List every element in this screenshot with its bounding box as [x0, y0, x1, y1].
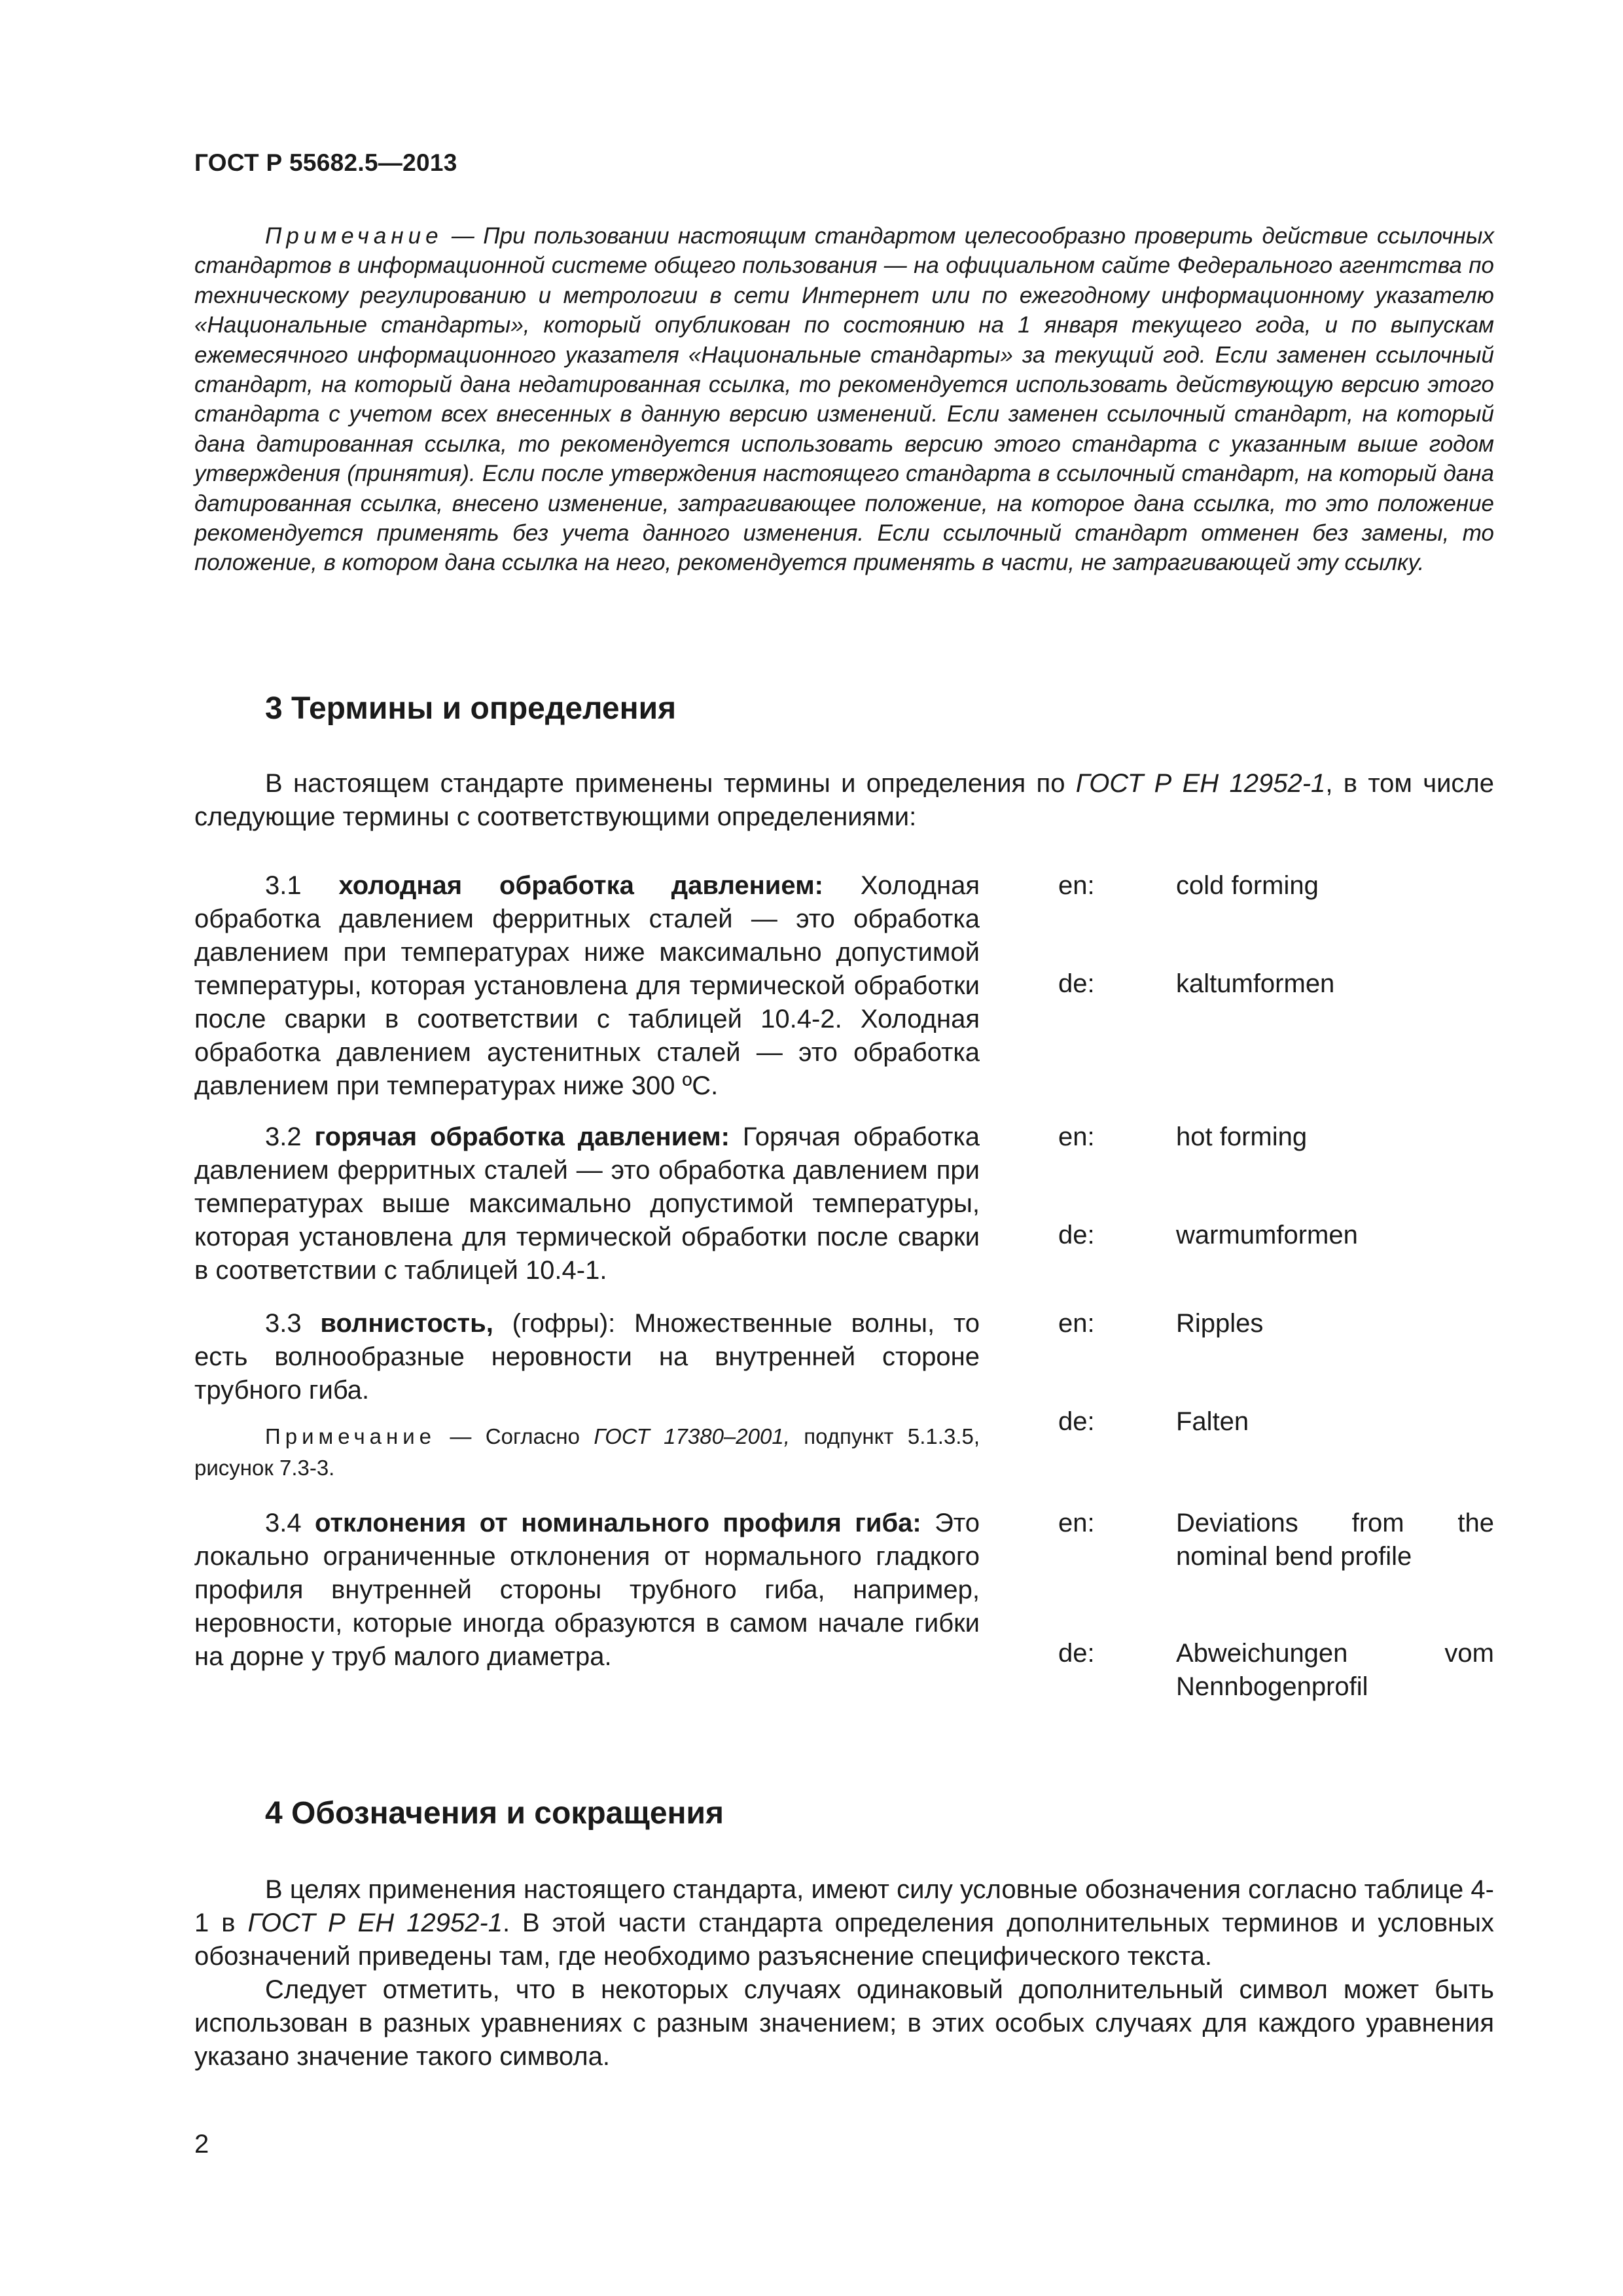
term-3-1-en-label: en: — [1058, 871, 1095, 900]
term-3-3-name: волнистость, — [320, 1309, 493, 1338]
section-4-heading: 4 Обозначения и сокращения — [265, 1796, 724, 1831]
term-3-1-en: cold forming — [1176, 871, 1319, 900]
note-text: — При пользовании настоящим стандартом целесообразно проверить действие ссылочных стандартов в информационной системе общего пользования — на официальном сайте Федерального агентства по техническому регулированию и метрологии в сети Интернет или по ежегодному информационному указателю «Национальные стандарты», который опубликован по состоянию на 1 января текущего года, и по выпускам ежемесячного информационного указателя «Национальные стандарты» за текущий год. Если заменен ссылочный стандарт, на который дана недатированная ссылка, то рекомендуется использовать действующую версию этого стандарта с учетом всех внесенных в данную версию изменений. Если заменен ссылочный стандарт, на который дана датированная ссылка, то рекомендуется использовать версию этого стандарта с указанным выше годом утверждения (принятия). Если после утверждения настоящего стандарта в ссылочный стандарт, на который дана датированная ссылка, внесено изменение, затрагивающее положение, на которое дана ссылка, то это положение рекомендуется применять без учета данного изменения. Если ссылочный стандарт отменен без замены, то положение, в котором дана ссылка на него, рекомендуется применять в части, не затрагивающей эту ссылку. — [194, 223, 1494, 576]
term-3-2-en-label: en: — [1058, 1122, 1095, 1151]
term-3-2-en: hot forming — [1176, 1122, 1308, 1151]
section-3-intro: В настоящем стандарте применены термины и определения по ГОСТ Р ЕН 12952-1, в том числе следующие термины с соответствующими определениями: — [194, 769, 1495, 831]
term-3-2-name: горячая обработка давлением: — [314, 1122, 730, 1151]
term-3-3-de-label: de: — [1058, 1407, 1095, 1436]
term-3-1-de: kaltumformen — [1176, 969, 1335, 998]
term-3-4-definition: 3.4 отклонения от номинального профиля гиба: Это локально ограниченные отклонения от нормального гладкого профиля внутренней стороны трубного гиба, например, неровности, которые иногда образуются в самом начале гибки на дорне у труб малого диаметра. — [194, 1509, 980, 1671]
page-number: 2 — [194, 2130, 209, 2159]
standard-reference: ГОСТ Р ЕН 12952-1 — [1075, 769, 1326, 798]
term-3-1-definition: 3.1 холодная обработка давлением: Холодная обработка давлением ферритных сталей — это обработка давлением при температурах ниже максимально допустимой температуры, которая установлена для термической обработки после сварки в соответствии с таблицей 10.4-2. Холодная обработка давлением аустенитных сталей — это обработка давлением при температурах ниже 300 ºС. — [194, 871, 980, 1100]
term-3-4-en: Deviations from the nominal bend profile — [1176, 1509, 1494, 1571]
section-4-paragraph-1: В целях применения настоящего стандарта, имеют силу условные обозначения согласно таблице 4-1 в ГОСТ Р ЕН 12952-1. В этой части стандарта определения дополнительных терминов и условных обозначений приведены там, где необходимо разъяснение специфического текста. — [194, 1875, 1494, 1971]
term-3-4-de-label: de: — [1058, 1639, 1095, 1668]
term-3-3-note: Примечание — Согласно ГОСТ 17380–2001, подпункт 5.1.3.5, рисунок 7.3-3. — [194, 1424, 980, 1480]
term-3-2-de: warmumformen — [1176, 1221, 1358, 1249]
term-3-2-de-label: de: — [1058, 1221, 1095, 1249]
section-4-paragraph-2: Следует отметить, что в некоторых случаях одинаковый дополнительный символ может быть использован в разных уравнениях с разным значением; в этих особых случаях для каждого уравнения указано значение такого символа. — [194, 1975, 1494, 2071]
term-3-4-en-label: en: — [1058, 1509, 1095, 1537]
term-3-1-name: холодная обработка давлением: — [338, 871, 823, 900]
term-3-3-en-label: en: — [1058, 1309, 1095, 1338]
term-3-3-en: Ripples — [1176, 1309, 1264, 1338]
term-3-1-de-label: de: — [1058, 969, 1095, 998]
document-id-header: ГОСТ Р 55682.5—2013 — [194, 149, 457, 176]
term-3-3-de: Falten — [1176, 1407, 1249, 1436]
reference-note — [194, 221, 1494, 578]
term-3-4-name: отклонения от номинального профиля гиба: — [315, 1509, 921, 1537]
note-standard-reference: ГОСТ 17380–2001, — [594, 1424, 790, 1448]
term-3-2-definition: 3.2 горячая обработка давлением: Горячая обработка давлением ферритных сталей — это обработка давлением при температурах выше максимально допустимой температуры, которая установлена для термической обработки после сварки в соответствии с таблицей 10.4-1. — [194, 1122, 980, 1285]
section-3-heading: 3 Термины и определения — [265, 691, 677, 726]
note-label: Примечание — [265, 223, 443, 249]
standard-reference: ГОСТ Р ЕН 12952-1 — [247, 1909, 503, 1937]
term-3-3-definition: 3.3 волнистость, (гофры): Множественные волны, то есть волнообразные неровности на внутренней стороне трубного гиба. — [194, 1309, 980, 1405]
term-3-4-de: Abweichungen vom Nennbogenprofil — [1176, 1639, 1494, 1701]
